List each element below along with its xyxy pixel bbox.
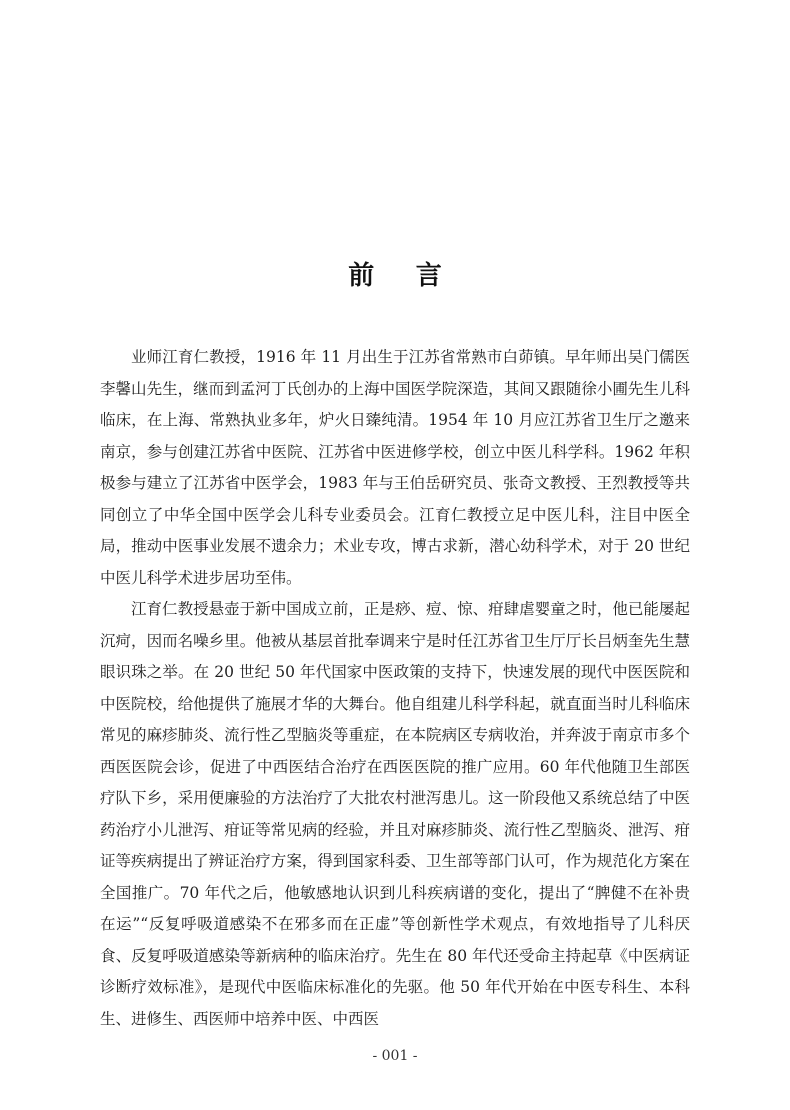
paragraph-2: 江育仁教授悬壶于新中国成立前，正是痧、痘、惊、疳肆虐婴童之时，他已能屡起沉疴，因而名噪乡里。他被从基层首批奉调来宁是时任江苏省卫生厅厅长吕炳奎先生慧眼识珠之举。在 20 世纪 50 年代国家中医政策的支持下，快速发展的现代中医医院和中医院校，给他提供了施展才华的大舞台。他自组建儿科学科起，就直面当时儿科临床常见的麻疹肺炎、流行性乙型脑炎等重症，在本院病区专病收治，并奔波于南京市多个西医医院会诊，促进了中西医结合治疗在西医医院的推广应用。60 年代他随卫生部医疗队下乡，采用便廉验的方法治疗了大批农村泄泻患儿。这一阶段他又系统总结了中医药治疗小儿泄泻、疳证等常见病的经验，并且对麻疹肺炎、流行性乙型脑炎、泄泻、疳证等疾病提出了辨证治疗方案，得到国家科委、卫生部等部门认可，作为规范化方案在全国推广。70 年代之后，他敏感地认识到儿科疾病谱的变化，提出了“脾健不在补贵在运”“反复呼吸道感染不在邪多而在正虚”等创新性学术观点，有效地指导了儿科厌食、反复呼吸道感染等新病种的临床治疗。先生在 80 年代还受命主持起草《中医病证诊断疗效标准》，是现代中医临床标准化的先驱。他 50 年代开始在中医专科生、本科生、进修生、西医师中培养中医、中西医 [100, 600, 690, 1028]
page-number: - 001 - [372, 1048, 418, 1064]
body-text [100, 342, 690, 1035]
paragraph-1: 业师江育仁教授，1916 年 11 月出生于江苏省常熟市白茆镇。早年师出吴门儒医李馨山先生，继而到孟河丁氏创办的上海中国医学院深造，其间又跟随徐小圃先生儿科临床，在上海、常熟执业多年，炉火日臻纯清。1954 年 10 月应江苏省卫生厅之邀来南京，参与创建江苏省中医院、江苏省中医进修学校，创立中医儿科学科。1962 年积极参与建立了江苏省中医学会，1983 年与王伯岳研究员、张奇文教授、王烈教授等共同创立了中华全国中医学会儿科专业委员会。江育仁教授立足中医儿科，注目中医全局，推动中医事业发展不遗余力；术业专攻，博古求新，潜心幼科学术，对于 20 世纪中医儿科学术进步居功至伟。 [100, 348, 690, 587]
page-title: 前 言 [348, 261, 450, 291]
